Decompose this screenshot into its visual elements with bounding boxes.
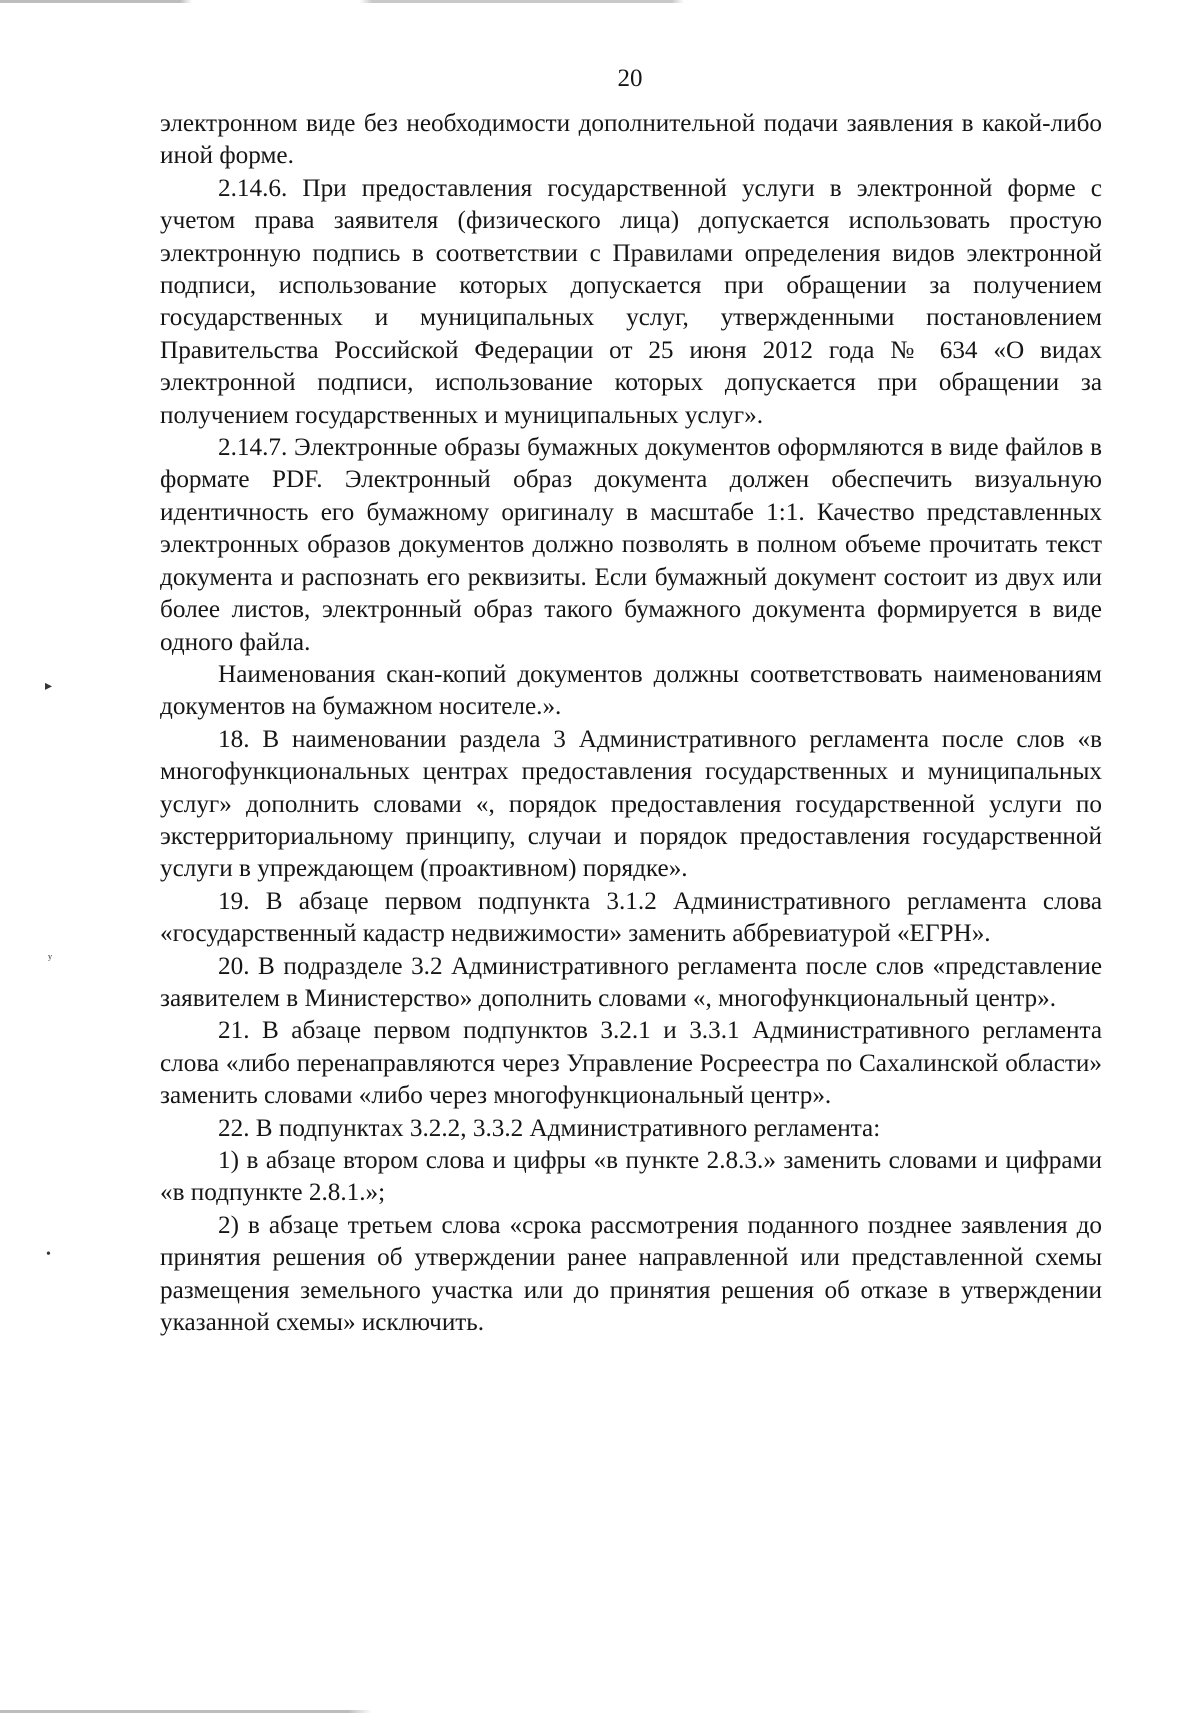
document-body <box>160 108 1102 1339</box>
scan-margin-mark: • <box>46 1247 51 1262</box>
paragraph-2-14-7: 2.14.7. Электронные образы бумажных документов оформляются в виде файлов в формате PDF. Электронный образ документа должен обеспечить визуальную идентичность его бумажному оригиналу в масштабе 1:1. Качество представленных электронных образов документов должно позволять в полном объеме прочитать текст документа и распознать его реквизиты. Если бумажный документ состоит из двух или более листов, электронный образ такого бумажного документа формируется в виде одного файла. <box>160 434 1102 656</box>
paragraph-2-14-6: 2.14.6. При предоставления государственной услуги в электронной форме с учетом права заявителя (физического лица) допускается использовать простую электронную подпись в соответствии с Правилами определения видов электронной подписи, использование которых допускается при обращении за получением государственных и муниципальных услуг, утвержденными постановлением Правительства Российской Федерации от 25 июня 2012 года № 634 «О видах электронной подписи, использование которых допускается при обращении за получением государственных и муниципальных услуг». <box>160 174 1102 429</box>
paragraph-item-20: 20. В подразделе 3.2 Административного регламента после слов «представление заявителем в Министерство» дополнить словами «, многофункциональный центр». <box>160 952 1102 1012</box>
paragraph-scan-copy-names: Наименования скан-копий документов должны соответствовать наименованиям документов на бумажном носителе.». <box>160 660 1102 721</box>
scan-margin-mark: ▸ <box>45 679 53 694</box>
paragraph-item-22: 22. В подпунктах 3.2.2, 3.3.2 Административного регламента: <box>218 1114 881 1142</box>
scan-margin-mark: ʸ <box>48 952 53 967</box>
page-number: 20 <box>617 65 643 92</box>
paragraph-item-18: 18. В наименовании раздела 3 Административного регламента после слов «в многофункциональных центрах предоставления государственных и муниципальных услуг» дополнить словами «, порядок предоставления государственной услуги по экстерриториальному принципу, случаи и порядок предоставления государственной услуги в упреждающем (проактивном) порядке». <box>160 725 1102 883</box>
paragraph-item-22-1: 1) в абзаце втором слова и цифры «в пункте 2.8.3.» заменить словами и цифрами «в подпункте 2.8.1.»; <box>160 1147 1102 1207</box>
paragraph-continuation: электронном виде без необходимости дополнительной подачи заявления в какой-либо иной форме. <box>160 110 1102 170</box>
paragraph-item-21: 21. В абзаце первом подпунктов 3.2.1 и 3.3.1 Административного регламента слова «либо перенаправляются через Управление Росреестра по Сахалинской области» заменить словами «либо через многофункциональный центр». <box>160 1017 1102 1110</box>
paragraph-item-19: 19. В абзаце первом подпункта 3.1.2 Административного регламента слова «государственный кадастр недвижимости» заменить аббревиатурой «ЕГРН». <box>160 887 1102 948</box>
paragraph-item-22-2: 2) в абзаце третьем слова «срока рассмотрения поданного позднее заявления до принятия решения об утверждении ранее направленной или представленной схемы размещения земельного участка или до принятия решения об отказе в утверждении указанной схемы» исключить. <box>160 1211 1102 1337</box>
scan-edge-top <box>0 0 1200 3</box>
